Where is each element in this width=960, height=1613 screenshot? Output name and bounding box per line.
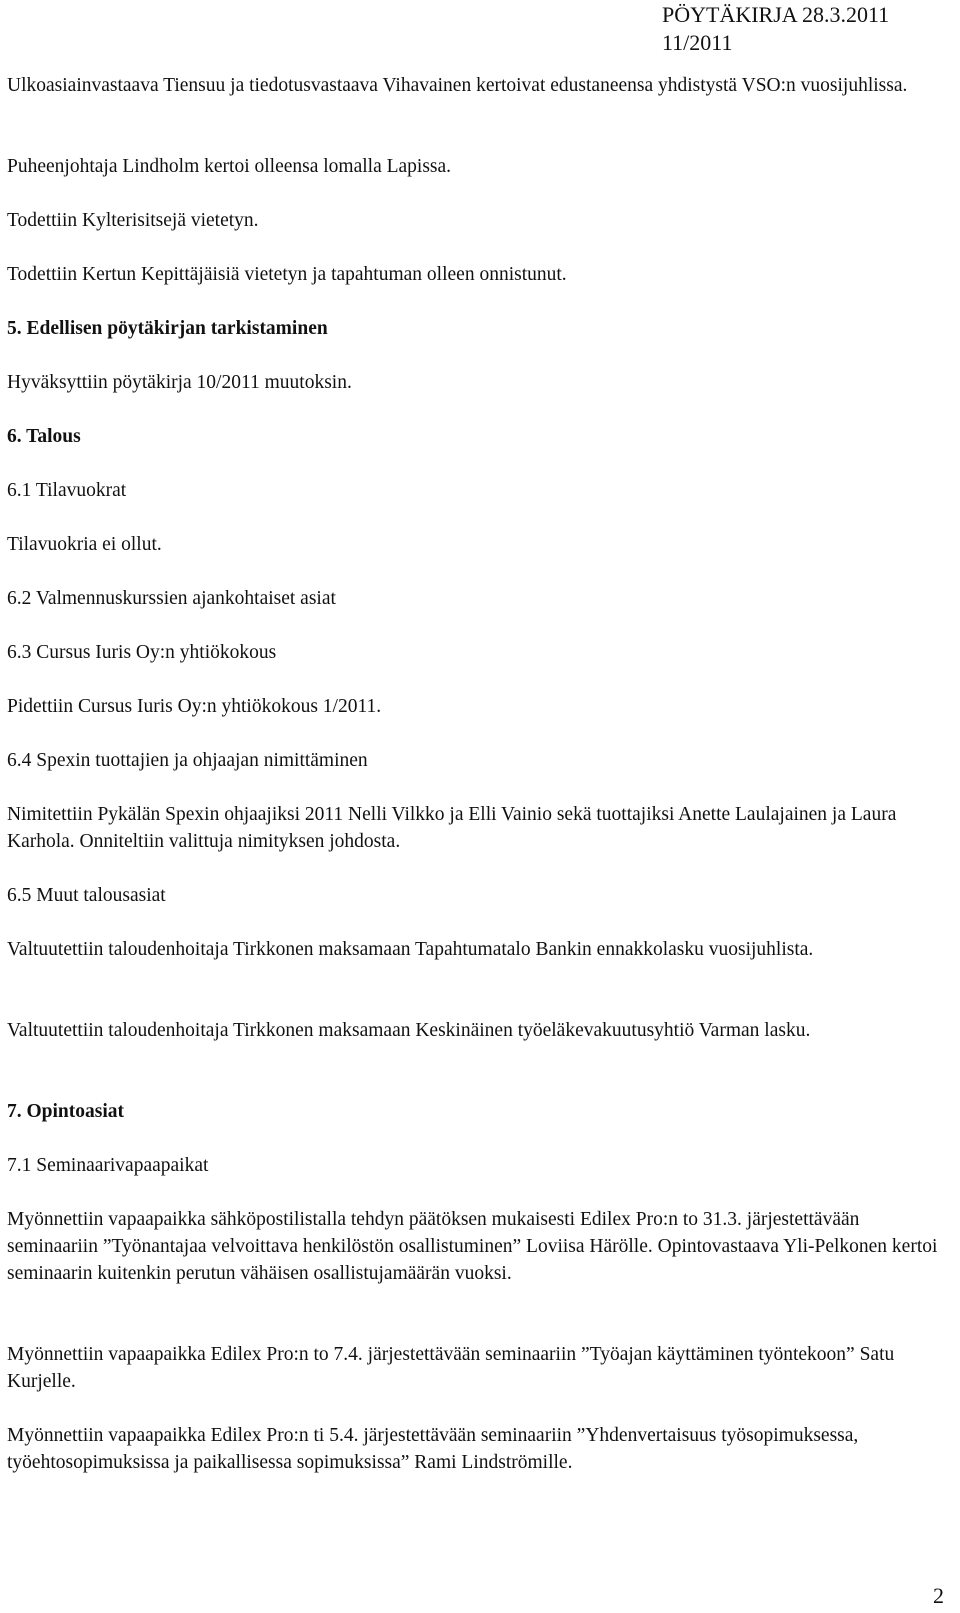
heading-section-6-5: 6.5 Muut talousasiat — [7, 885, 166, 906]
paragraph-section-6-5-a: Valtuutettiin taloudenhoitaja Tirkkonen maksamaan Tapahtumatalo Bankin ennakkolasku vuosijuhlista. — [7, 939, 814, 960]
heading-section-7-1: 7.1 Seminaarivapaapaikat — [7, 1155, 209, 1176]
heading-section-6-1: 6.1 Tilavuokrat — [7, 480, 127, 501]
page-number: 2 — [933, 1583, 944, 1608]
paragraph-section-7-1-b: Myönnettiin vapaapaikka Edilex Pro:n to 7.4. järjestettävään seminaariin ”Työajan käyttäminen työntekoon” Satu Kurjelle. — [7, 1344, 895, 1392]
heading-section-6: 6. Talous — [7, 426, 81, 447]
paragraph-kepittajaiset: Todettiin Kertun Kepittäjäisiä vietetyn ja tapahtuman olleen onnistunut. — [7, 264, 567, 285]
heading-section-5: 5. Edellisen pöytäkirjan tarkistaminen — [7, 318, 328, 339]
heading-section-6-2: 6.2 Valmennuskurssien ajankohtaiset asiat — [7, 588, 336, 609]
paragraph-ulkoasiainvastaava: Ulkoasiainvastaava Tiensuu ja tiedotusvastaava Vihavainen kertoivat edustaneensa yhdistystä VSO:n vuosijuhlissa. — [7, 75, 908, 96]
paragraph-section-5: Hyväksyttiin pöytäkirja 10/2011 muutoksin. — [7, 372, 352, 393]
paragraph-section-6-1: Tilavuokria ei ollut. — [7, 534, 162, 555]
paragraph-section-6-5-b: Valtuutettiin taloudenhoitaja Tirkkonen maksamaan Keskinäinen työeläkevakuutusyhtiö Varman lasku. — [7, 1020, 811, 1041]
paragraph-section-7-1-a: Myönnettiin vapaapaikka sähköpostilistalla tehdyn päätöksen mukaisesti Edilex Pro:n to 31.3. järjestettävään seminaariin ”Työnantajaa velvoittava henkilöstön osallistuminen” Loviisa Härölle. Opintovastaava Yli-Pelkonen kertoi seminaarin kuitenkin perutun vähäisen osallistujamäärän vuoksi. — [7, 1209, 938, 1284]
document-header — [662, 1, 932, 57]
heading-section-7: 7. Opintoasiat — [7, 1101, 125, 1122]
paragraph-section-7-1-c: Myönnettiin vapaapaikka Edilex Pro:n ti 5.4. järjestettävään seminaariin ”Yhdenvertaisuus työsopimuksessa, työehtosopimuksissa ja paikallisessa sopimuksissa” Rami Lindströmille. — [7, 1425, 859, 1473]
paragraph-puheenjohtaja: Puheenjohtaja Lindholm kertoi olleensa lomalla Lapissa. — [7, 156, 452, 177]
paragraph-section-6-3: Pidettiin Cursus Iuris Oy:n yhtiökokous 1/2011. — [7, 696, 382, 717]
header-title: PÖYTÄKIRJA 28.3.2011 — [662, 2, 890, 27]
paragraph-section-6-4: Nimitettiin Pykälän Spexin ohjaajiksi 2011 Nelli Vilkko ja Elli Vainio sekä tuottajiksi Anette Laulajainen ja Laura Karhola. Onniteltiin valittuja nimityksen johdosta. — [7, 804, 897, 852]
heading-section-6-3: 6.3 Cursus Iuris Oy:n yhtiökokous — [7, 642, 277, 663]
header-number: 11/2011 — [662, 30, 733, 55]
paragraph-kylterisitsit: Todettiin Kylterisitsejä vietetyn. — [7, 210, 259, 231]
heading-section-6-4: 6.4 Spexin tuottajien ja ohjaajan nimittäminen — [7, 750, 368, 771]
